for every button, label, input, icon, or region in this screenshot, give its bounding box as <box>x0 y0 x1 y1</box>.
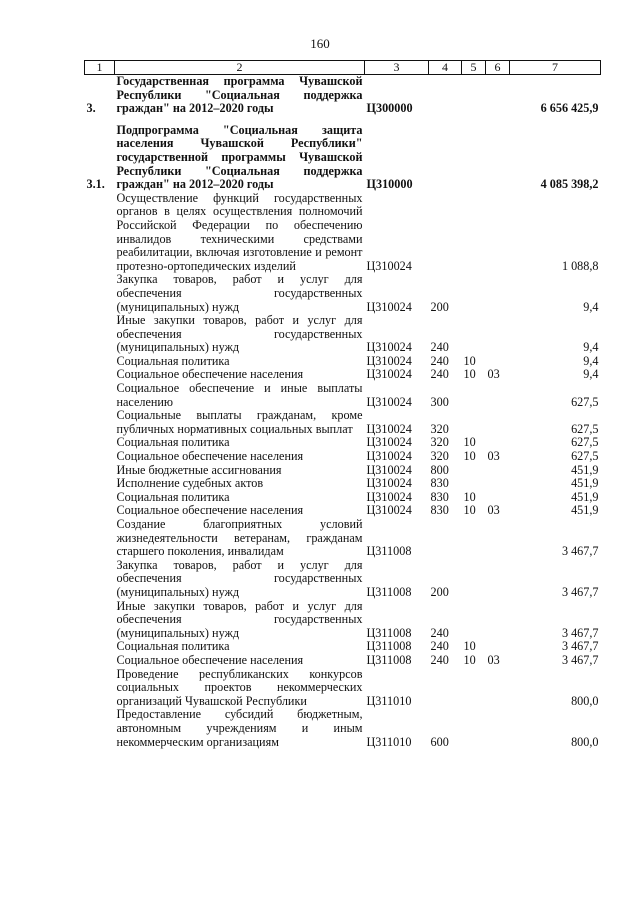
row-expense-type <box>429 668 462 709</box>
row-number <box>85 409 115 436</box>
row-expense-type <box>429 116 462 192</box>
row-expense-type: 300 <box>430 394 449 409</box>
row-name: Проведение республиканских конкурсов социальных проектов некоммерческих организаций Чувашской Республики <box>116 666 363 708</box>
row-name: Иные закупки товаров, работ и услуг для обеспечения государственных (муниципальных) нужд <box>116 598 363 640</box>
table-row <box>85 600 601 641</box>
row-target-code: Ц310024 <box>366 503 412 518</box>
row-subsection <box>486 75 510 116</box>
row-target-code: Ц311008 <box>366 625 412 640</box>
row-target-code: Ц311008 <box>366 544 412 559</box>
row-amount: 451,9 <box>571 476 599 491</box>
row-amount: 3 467,7 <box>561 652 599 667</box>
row-expense-type <box>429 518 462 559</box>
header-col-2: 2 <box>115 61 365 75</box>
row-section <box>462 409 486 436</box>
row-amount: 3 467,7 <box>561 584 599 599</box>
table-row <box>85 559 601 600</box>
row-expense-type: 240 <box>430 353 449 368</box>
row-subsection <box>486 116 510 192</box>
row-expense-type: 240 <box>430 639 449 654</box>
row-subsection <box>486 314 510 355</box>
row-number <box>85 314 115 355</box>
row-subsection <box>486 668 510 709</box>
table-header <box>85 61 601 75</box>
row-target-code: Ц310024 <box>366 353 412 368</box>
row-amount: 4 085 398,2 <box>540 177 599 192</box>
table-row <box>85 314 601 355</box>
table-row <box>85 640 601 654</box>
table-row <box>85 708 601 749</box>
row-target-code: Ц310024 <box>366 340 412 355</box>
row-expense-type: 830 <box>430 503 449 518</box>
row-section: 10 <box>463 652 476 667</box>
row-name: Социальная политика <box>116 353 230 368</box>
row-amount: 3 467,7 <box>561 544 599 559</box>
row-section <box>462 600 486 641</box>
header-col-4: 4 <box>429 61 462 75</box>
row-number <box>85 654 115 668</box>
row-number: 3.1. <box>86 177 105 192</box>
table-row <box>85 504 601 518</box>
row-target-code: Ц310024 <box>366 435 412 450</box>
table-row <box>85 368 601 382</box>
row-expense-type: 830 <box>430 489 449 504</box>
row-name: Государственная программа Чувашской Республики "Социальная поддержка граждан" на 2012–2020 годы <box>116 74 363 116</box>
row-number <box>85 477 115 491</box>
row-subsection <box>486 708 510 749</box>
row-section: 10 <box>463 639 476 654</box>
row-subsection: 03 <box>487 652 500 667</box>
row-subsection <box>486 436 510 450</box>
table-row <box>85 654 601 668</box>
row-amount: 9,4 <box>583 340 599 355</box>
row-subsection <box>486 273 510 314</box>
row-amount: 3 467,7 <box>561 625 599 640</box>
row-subsection <box>486 464 510 478</box>
row-number <box>85 504 115 518</box>
row-number <box>85 518 115 559</box>
row-number <box>85 640 115 654</box>
row-amount: 627,5 <box>571 435 599 450</box>
header-col-3: 3 <box>365 61 429 75</box>
row-subsection <box>486 518 510 559</box>
row-target-code: Ц310024 <box>366 299 412 314</box>
row-subsection <box>486 409 510 436</box>
row-expense-type: 320 <box>430 435 449 450</box>
row-name: Социальная политика <box>116 639 230 654</box>
table-body <box>85 75 601 750</box>
row-subsection <box>486 192 510 274</box>
table-row <box>85 75 601 116</box>
row-target-code: Ц310024 <box>366 394 412 409</box>
row-target-code: Ц311008 <box>366 584 412 599</box>
row-expense-type: 240 <box>430 340 449 355</box>
row-number <box>85 600 115 641</box>
row-amount: 800,0 <box>571 693 599 708</box>
row-name: Подпрограмма "Социальная защита населения Чувашской Республики" государственной программы Чувашской Республики "Социальная поддержка граждан" на 2012–2020 годы <box>116 122 363 192</box>
row-expense-type: 830 <box>430 476 449 491</box>
row-name: Социальные выплаты гражданам, кроме публичных нормативных социальных выплат <box>116 408 363 436</box>
budget-table <box>84 60 601 749</box>
row-number <box>85 382 115 409</box>
row-section <box>462 75 486 116</box>
row-section <box>462 382 486 409</box>
header-row <box>85 61 601 75</box>
row-target-code: Ц310024 <box>366 476 412 491</box>
table-row <box>85 409 601 436</box>
row-name: Иные закупки товаров, работ и услуг для обеспечения государственных (муниципальных) нужд <box>116 313 363 355</box>
row-expense-type <box>429 192 462 274</box>
row-subsection <box>486 640 510 654</box>
row-section <box>462 314 486 355</box>
row-name: Социальное обеспечение и иные выплаты населению <box>116 381 363 409</box>
row-amount: 3 467,7 <box>561 639 599 654</box>
row-number: 3. <box>86 101 96 116</box>
table-row <box>85 273 601 314</box>
table-row <box>85 116 601 192</box>
row-target-code: Ц310000 <box>366 177 413 192</box>
table-row <box>85 518 601 559</box>
row-amount: 1 088,8 <box>561 258 599 273</box>
header-col-1: 1 <box>85 61 115 75</box>
row-name: Исполнение судебных актов <box>116 476 264 491</box>
row-number <box>85 355 115 369</box>
row-section: 10 <box>463 353 476 368</box>
row-target-code: Ц310024 <box>366 449 412 464</box>
table-row <box>85 477 601 491</box>
row-section <box>462 192 486 274</box>
row-name: Социальное обеспечение населения <box>116 652 304 667</box>
row-subsection <box>486 600 510 641</box>
row-amount: 451,9 <box>571 462 599 477</box>
table-row <box>85 450 601 464</box>
table-row <box>85 464 601 478</box>
table-row <box>85 382 601 409</box>
row-expense-type: 240 <box>430 652 449 667</box>
row-number <box>85 273 115 314</box>
row-number <box>85 708 115 749</box>
row-expense-type: 200 <box>430 299 449 314</box>
row-number <box>85 450 115 464</box>
row-section <box>462 273 486 314</box>
row-subsection: 03 <box>487 449 500 464</box>
row-section: 10 <box>463 503 476 518</box>
page-number: 160 <box>310 36 330 51</box>
row-amount: 9,4 <box>583 299 599 314</box>
header-col-6: 6 <box>486 61 510 75</box>
row-subsection <box>486 382 510 409</box>
row-target-code: Ц310024 <box>366 367 412 382</box>
row-amount: 9,4 <box>583 367 599 382</box>
row-target-code: Ц310024 <box>366 462 412 477</box>
row-section <box>462 668 486 709</box>
row-amount: 627,5 <box>571 421 599 436</box>
row-subsection <box>486 491 510 505</box>
row-subsection <box>486 355 510 369</box>
row-number <box>85 668 115 709</box>
row-name: Социальная политика <box>116 489 230 504</box>
row-amount: 6 656 425,9 <box>540 101 599 116</box>
row-number <box>85 464 115 478</box>
row-section: 10 <box>463 435 476 450</box>
table-row <box>85 436 601 450</box>
row-name: Социальное обеспечение населения <box>116 449 304 464</box>
table-row <box>85 192 601 274</box>
row-number <box>85 436 115 450</box>
row-number <box>85 491 115 505</box>
row-number <box>85 559 115 600</box>
row-name: Осуществление функций государственных органов в целях осуществления полномочий Российской Федерации по обеспечению инвалидов техническими средствами реабилитации, включая изготовление и ремонт протезно-ортопедических изделий <box>116 190 363 273</box>
row-section <box>462 116 486 192</box>
row-section <box>462 559 486 600</box>
table-row <box>85 491 601 505</box>
row-name: Создание благоприятных условий жизнедеятельности ветеранам, гражданам старшего поколения, инвалидам <box>116 517 363 559</box>
row-expense-type <box>429 75 462 116</box>
row-amount: 627,5 <box>571 394 599 409</box>
row-target-code: Ц311010 <box>366 734 412 749</box>
row-target-code: Ц310024 <box>366 421 412 436</box>
row-amount: 9,4 <box>583 353 599 368</box>
row-name: Предоставление субсидий бюджетным, автономным учреждениям и иным некоммерческим организациям <box>116 707 363 749</box>
row-name: Социальное обеспечение населения <box>116 503 304 518</box>
row-section <box>462 464 486 478</box>
row-target-code: Ц310024 <box>366 258 412 273</box>
header-col-7: 7 <box>510 61 601 75</box>
row-amount: 451,9 <box>571 503 599 518</box>
row-amount: 627,5 <box>571 449 599 464</box>
table-row <box>85 668 601 709</box>
row-section <box>462 477 486 491</box>
row-expense-type: 600 <box>430 734 449 749</box>
row-expense-type: 200 <box>430 584 449 599</box>
row-section <box>462 518 486 559</box>
row-name: Социальная политика <box>116 435 230 450</box>
row-subsection: 03 <box>487 367 500 382</box>
row-expense-type: 320 <box>430 449 449 464</box>
row-expense-type: 240 <box>430 625 449 640</box>
row-subsection: 03 <box>487 503 500 518</box>
header-col-5: 5 <box>462 61 486 75</box>
row-section: 10 <box>463 489 476 504</box>
row-number <box>85 192 115 274</box>
row-section: 10 <box>463 367 476 382</box>
row-expense-type: 800 <box>430 462 449 477</box>
row-name: Социальное обеспечение населения <box>116 367 304 382</box>
row-subsection <box>486 559 510 600</box>
row-section <box>462 708 486 749</box>
row-target-code: Ц310024 <box>366 489 412 504</box>
row-name: Закупка товаров, работ и услуг для обеспечения государственных (муниципальных) нужд <box>116 272 363 314</box>
table-row <box>85 355 601 369</box>
row-subsection <box>486 477 510 491</box>
row-section: 10 <box>463 449 476 464</box>
row-target-code: Ц311010 <box>366 693 412 708</box>
row-target-code: Ц300000 <box>366 101 413 116</box>
row-amount: 800,0 <box>571 734 599 749</box>
row-expense-type: 320 <box>430 421 449 436</box>
row-name: Закупка товаров, работ и услуг для обеспечения государственных (муниципальных) нужд <box>116 557 363 599</box>
row-amount: 451,9 <box>571 489 599 504</box>
row-target-code: Ц311008 <box>366 639 412 654</box>
row-target-code: Ц311008 <box>366 652 412 667</box>
row-number <box>85 368 115 382</box>
row-name: Иные бюджетные ассигнования <box>116 462 282 477</box>
row-expense-type: 240 <box>430 367 449 382</box>
